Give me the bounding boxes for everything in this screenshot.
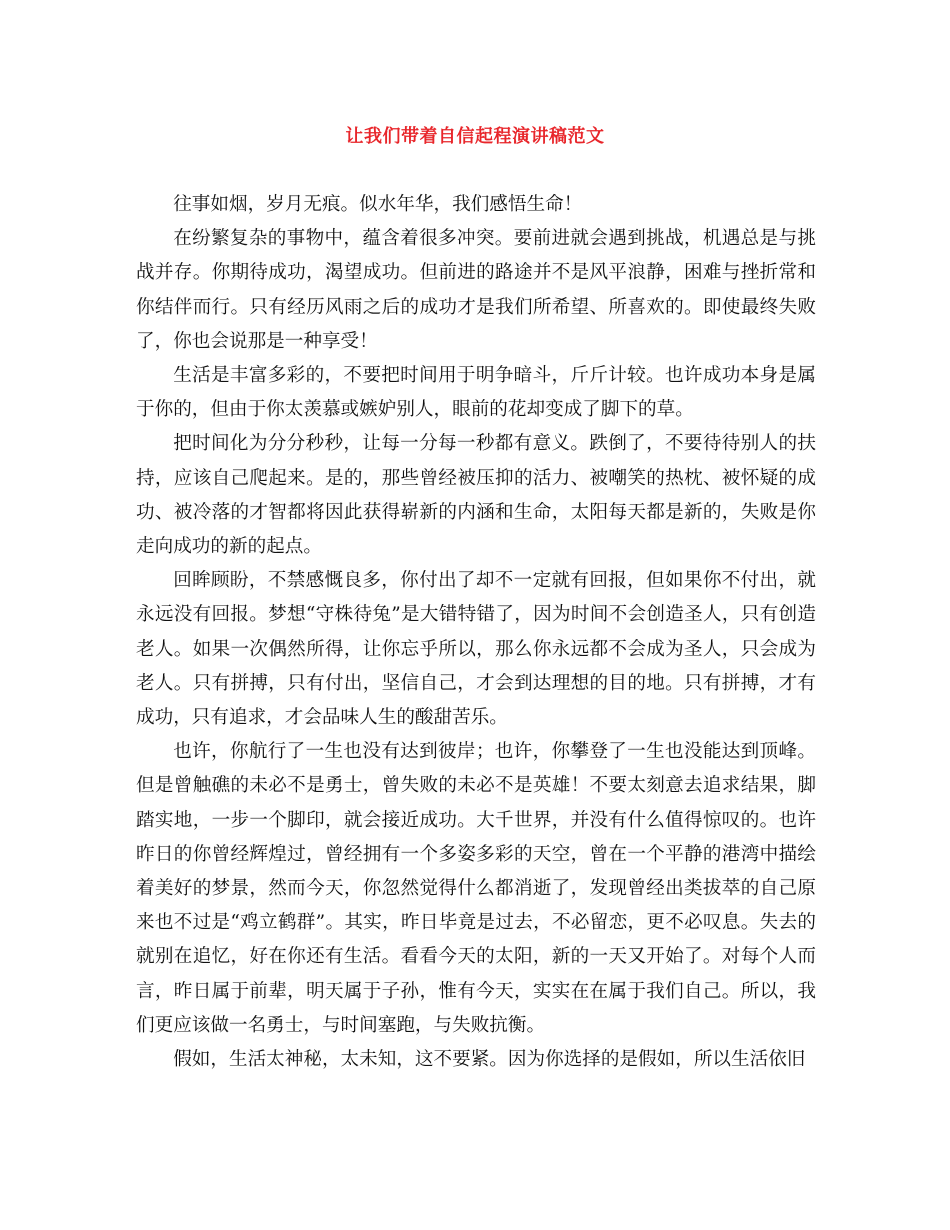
paragraph-1: 往事如烟，岁月无痕。似水年华，我们感悟生命！: [173, 194, 583, 215]
document-title: 让我们带着自信起程演讲稿范文: [345, 126, 605, 147]
paragraph-3: 生活是丰富多彩的，不要把时间用于明争暗斗，斤斤计较。也许成功本身是属于你的，但由于你太羡慕或嫉妒别人，眼前的花却变成了脚下的草。: [136, 365, 816, 421]
paragraph-7: 假如，生活太神秘，太未知，这不要紧。因为你选择的是假如，所以生活依旧: [173, 1049, 806, 1071]
document-body: [136, 188, 816, 1077]
paragraph-2: 在纷繁复杂的事物中，蕴含着很多冲突。要前进就会遇到挑战，机遇总是与挑战并存。你期待成功，渴望成功。但前进的路途并不是风平浪静，困难与挫折常和你结伴而行。只有经历风雨之后的成功才是我们所希望、所喜欢的。即使最终失败了，你也会说那是一种享受！: [136, 228, 816, 352]
paragraph-5: 回眸顾盼，不禁感慨良多，你付出了却不一定就有回报，但如果你不付出，就永远没有回报。梦想“守株待兔”是大错特错了，因为时间不会创造圣人，只有创造老人。如果一次偶然所得，让你忘乎所以，那么你永远都不会成为圣人，只会成为老人。只有拼搏，只有付出，坚信自己，才会到达理想的目的地。只有拼搏，才有成功，只有追求，才会品味人生的酸甜苦乐。: [136, 570, 816, 729]
paragraph-4: 把时间化为分分秒秒，让每一分每一秒都有意义。跌倒了，不要待待别人的扶持，应该自己爬起来。是的，那些曾经被压抑的活力、被嘲笑的热枕、被怀疑的成功、被冷落的才智都将因此获得崭新的内涵和生命，太阳每天都是新的，失败是你走向成功的新的起点。: [136, 433, 816, 558]
paragraph-6: 也许，你航行了一生也没有达到彼岸；也许，你攀登了一生也没能达到顶峰。但是曾触礁的未必不是勇士，曾失败的未必不是英雄！不要太刻意去追求结果，脚踏实地，一步一个脚印，就会接近成功。大千世界，并没有什么值得惊叹的。也许昨日的你曾经辉煌过，曾经拥有一个多姿多彩的天空，曾在一个平静的港湾中描绘着美好的梦景，然而今天，你忽然觉得什么都消逝了，发现曾经出类拔萃的自己原来也不过是“鸡立鹤群”。其实，昨日毕竟是过去，不必留恋，更不必叹息。失去的就别在追忆，好在你还有生活。看看今天的太阳，新的一天又开始了。对每个人而言，昨日属于前辈，明天属于子孙，惟有今天，实实在在属于我们自己。所以，我们更应该做一名勇士，与时间塞跑，与失败抗衡。: [136, 741, 816, 1036]
